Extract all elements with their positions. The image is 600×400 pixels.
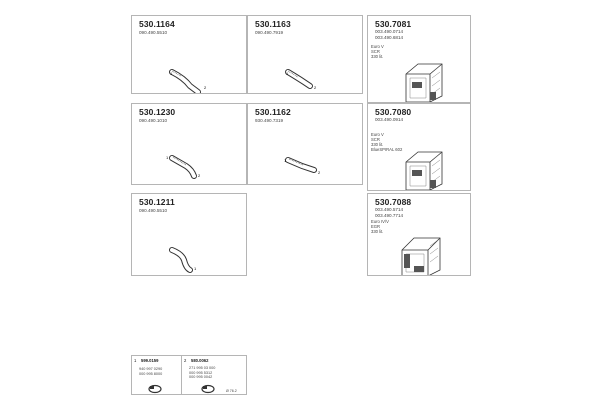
pipe-drawing bbox=[132, 104, 247, 185]
reference-number: 003.490.7714 bbox=[375, 213, 404, 218]
part-card-530-1211[interactable] bbox=[131, 193, 247, 276]
callout-1: 1 bbox=[194, 266, 197, 271]
diameter-label: Ø 76.2 bbox=[226, 389, 237, 393]
note-line: Euro IV/V bbox=[371, 219, 389, 224]
legend-reference: 000 995 5312 bbox=[189, 370, 213, 375]
legend-item-2[interactable] bbox=[182, 356, 246, 394]
note-line: BlueSPIRAL 602 bbox=[371, 147, 403, 152]
legend-index: 1 bbox=[134, 358, 137, 363]
legend-reference: 000 995 8000 bbox=[139, 372, 163, 376]
part-number: 530.1164 bbox=[139, 19, 175, 29]
reference-number: 090.490.7919 bbox=[255, 30, 284, 35]
callout-1: 1 bbox=[166, 155, 169, 160]
reference-number: 003.490.6814 bbox=[375, 35, 404, 40]
muffler-drawing bbox=[368, 16, 471, 103]
part-number: 530.1230 bbox=[139, 107, 176, 117]
part-card-530-1163[interactable] bbox=[247, 15, 363, 94]
fittings-legend bbox=[131, 355, 247, 395]
muffler-drawing bbox=[368, 104, 471, 191]
note-line: SCR bbox=[371, 137, 380, 142]
note-line: 330 lit. bbox=[371, 229, 384, 234]
reference-number: 003.490.0714 bbox=[375, 29, 404, 34]
note-line: EGR bbox=[371, 224, 381, 229]
clamp-drawing bbox=[132, 356, 182, 396]
callout-1: 1 bbox=[170, 71, 173, 76]
legend-reference: 940 997 0290 bbox=[139, 367, 163, 371]
legend-part-number: 599.0159 bbox=[141, 358, 159, 363]
callout-2: 2 bbox=[318, 170, 321, 175]
part-card-530-1230[interactable] bbox=[131, 103, 247, 185]
part-number: 530.1211 bbox=[139, 197, 175, 207]
legend-part-number: 580.0062 bbox=[191, 358, 209, 363]
note-line: Euro V bbox=[371, 132, 384, 137]
callout-2: 2 bbox=[198, 173, 201, 178]
pipe-drawing bbox=[132, 194, 247, 276]
legend-index: 2 bbox=[184, 358, 187, 363]
part-number: 530.7088 bbox=[375, 197, 412, 207]
part-card-530-7080[interactable] bbox=[367, 103, 471, 191]
part-card-530-7088[interactable] bbox=[367, 193, 471, 276]
legend-reference: 000 995 0042 bbox=[189, 375, 213, 379]
legend-item-1[interactable] bbox=[132, 356, 182, 394]
callout-2: 2 bbox=[314, 85, 317, 90]
reference-number: 003.490.5714 bbox=[375, 207, 404, 212]
note-line: Euro V bbox=[371, 44, 384, 49]
callout-1: 1 bbox=[286, 71, 289, 76]
reference-number: 003.490.0914 bbox=[375, 117, 404, 122]
pipe-drawing bbox=[248, 16, 363, 94]
pipe-drawing bbox=[132, 16, 247, 94]
note-line: 330 lit. bbox=[371, 54, 384, 59]
part-number: 530.7080 bbox=[375, 107, 412, 117]
reference-number: 930.490.7319 bbox=[255, 118, 284, 123]
part-card-530-1164[interactable] bbox=[131, 15, 247, 94]
callout-2: 2 bbox=[204, 85, 207, 90]
part-number: 530.7081 bbox=[375, 19, 412, 29]
part-card-530-1162[interactable] bbox=[247, 103, 363, 185]
legend-reference: 271 995 03 000 bbox=[189, 366, 216, 370]
note-line: 330 lit. bbox=[371, 142, 384, 147]
part-number: 530.1162 bbox=[255, 107, 291, 117]
clamp-drawing bbox=[182, 356, 246, 396]
callout-1: 1 bbox=[284, 158, 287, 163]
muffler-drawing bbox=[368, 194, 471, 276]
pipe-drawing bbox=[248, 104, 363, 185]
note-line: SCR bbox=[371, 49, 380, 54]
part-card-530-7081[interactable] bbox=[367, 15, 471, 103]
part-number: 530.1163 bbox=[255, 19, 291, 29]
reference-number: 090.490.5510 bbox=[139, 208, 168, 213]
reference-number: 090.490.5510 bbox=[139, 30, 168, 35]
reference-number: 090.490.1010 bbox=[139, 118, 168, 123]
